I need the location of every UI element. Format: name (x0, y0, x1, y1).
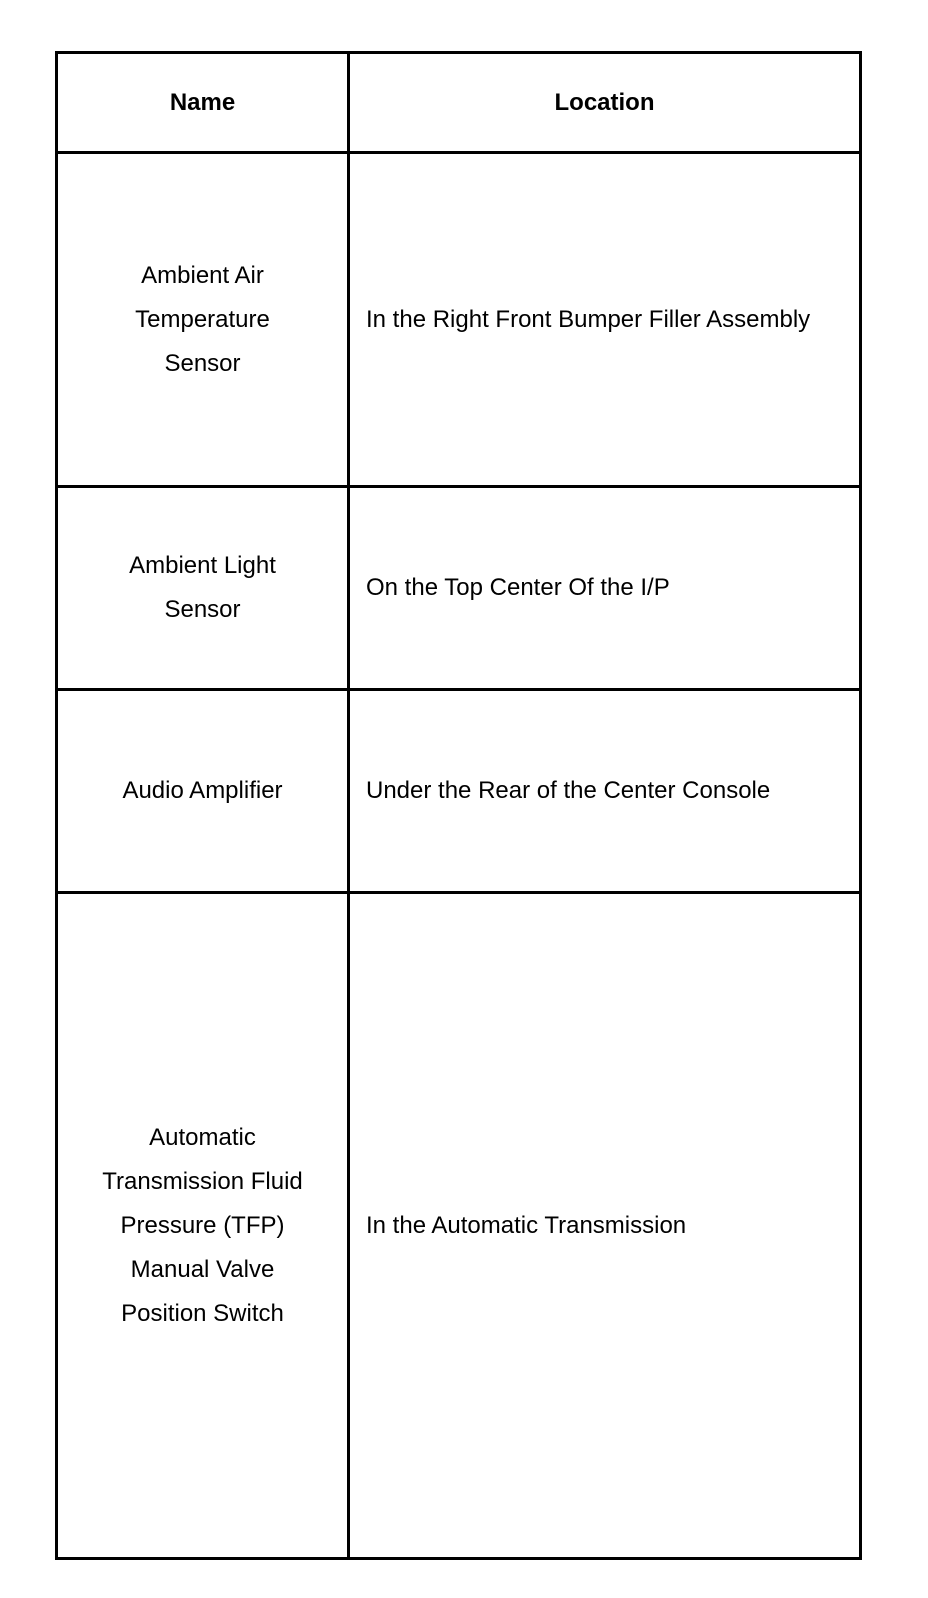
name-line: Audio Amplifier (122, 777, 283, 804)
location-cell: On the Top Center Of the I/P (349, 487, 861, 690)
name-cell (57, 487, 349, 690)
table-header (57, 53, 861, 153)
header-location: Location (349, 53, 861, 153)
name-line: Automatic (149, 1123, 256, 1151)
name-cell (57, 690, 349, 893)
name-line: Ambient Air (141, 261, 264, 289)
name-line: Sensor (164, 596, 241, 623)
location-cell: In the Automatic Transmission (349, 893, 861, 1559)
name-line: Temperature (135, 305, 270, 333)
table-row (57, 893, 861, 1559)
name-line: Ambient Light (129, 552, 276, 579)
name-line: Manual Valve (130, 1255, 275, 1283)
header-row (57, 53, 861, 153)
name-line: Position Switch (121, 1299, 284, 1327)
table-row (57, 690, 861, 893)
table-row (57, 153, 861, 487)
location-cell: Under the Rear of the Center Console (349, 690, 861, 893)
header-name: Name (57, 53, 349, 153)
name-line: Transmission Fluid (102, 1167, 303, 1195)
name-line: Pressure (TFP) (120, 1211, 285, 1239)
name-cell (57, 893, 349, 1559)
table-row (57, 487, 861, 690)
name-line: Sensor (164, 349, 241, 377)
component-location-table (55, 51, 862, 1560)
name-cell (57, 153, 349, 487)
location-cell: In the Right Front Bumper Filler Assembly (349, 153, 861, 487)
table-body (57, 153, 861, 1559)
